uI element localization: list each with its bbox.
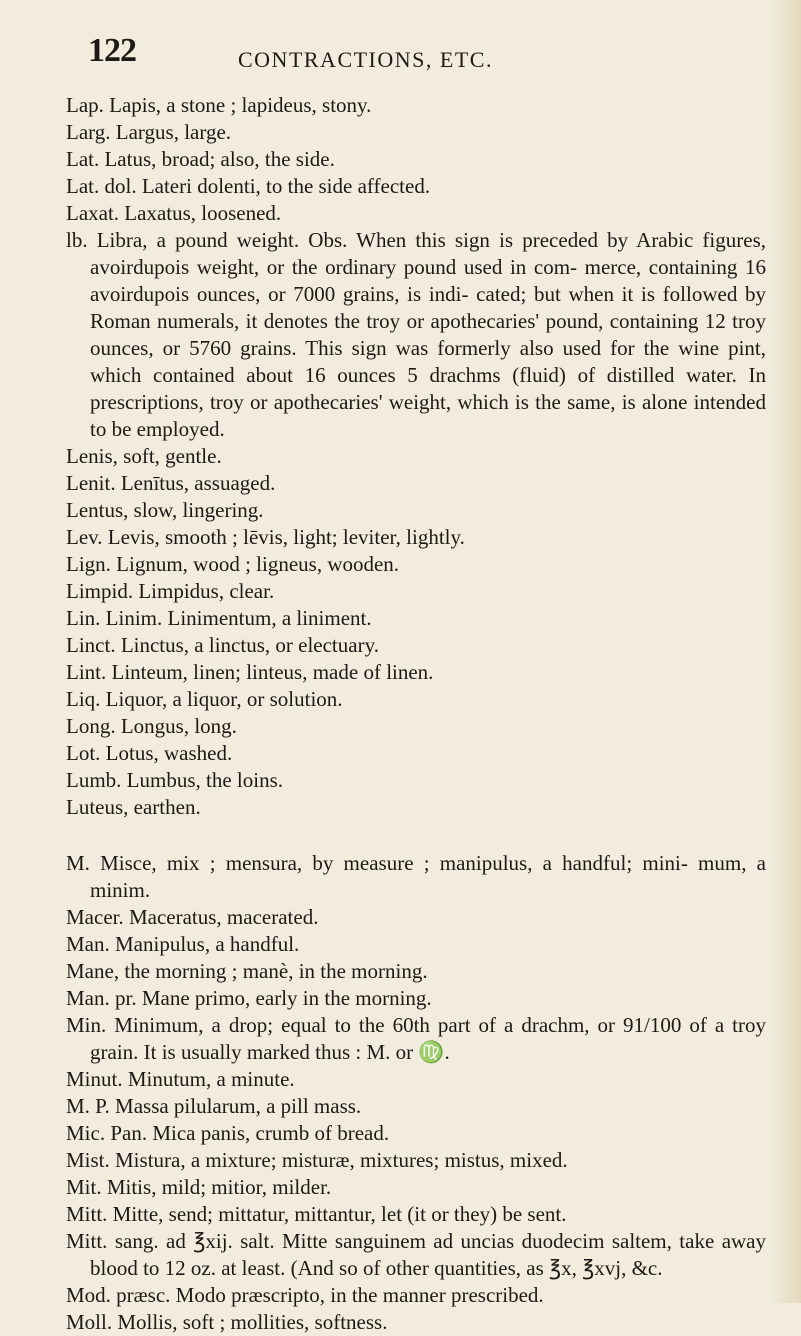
entry-minut: Minut. Minutum, a minute.	[66, 1067, 295, 1091]
entry-laxat: Laxat. Laxatus, loosened.	[66, 201, 282, 225]
page-header	[88, 32, 728, 82]
running-head: CONTRACTIONS, ETC.	[238, 47, 493, 72]
entry-luteus: Luteus, earthen.	[66, 795, 201, 819]
entry-lev: Lev. Levis, smooth ; lēvis, light; leviter, lightly.	[66, 525, 465, 549]
page-number: 122	[88, 32, 136, 69]
entry-mitt: Mitt. Mitte, send; mittatur, mittantur, let (it or they) be sent.	[66, 1202, 567, 1226]
entry-m-p: M. P. Massa pilularum, a pill mass.	[66, 1094, 362, 1118]
entry-mane: Mane, the morning ; manè, in the morning.	[66, 959, 428, 983]
entry-lint: Lint. Linteum, linen; linteus, made of linen.	[66, 660, 434, 684]
entry-min: Min. Minimum, a drop; equal to the 60th part of a drachm, or 91/100 of a troy grain. It is usually marked thus : M. or ♍.	[66, 1013, 766, 1064]
entry-lap: Lap. Lapis, a stone ; lapideus, stony.	[66, 93, 372, 117]
entry-liq: Liq. Liquor, a liquor, or solution.	[66, 687, 343, 711]
entry-long: Long. Longus, long.	[66, 714, 237, 738]
entry-lumb: Lumb. Lumbus, the loins.	[66, 768, 283, 792]
entry-lenit: Lenit. Lenītus, assuaged.	[66, 471, 276, 495]
entry-lenis: Lenis, soft, gentle.	[66, 444, 222, 468]
entry-mit: Mit. Mitis, mild; mitior, milder.	[66, 1175, 332, 1199]
entry-mic-pan: Mic. Pan. Mica panis, crumb of bread.	[66, 1121, 390, 1145]
entry-lentus: Lentus, slow, lingering.	[66, 498, 264, 522]
entry-lin: Lin. Linim. Linimentum, a liniment.	[66, 606, 372, 630]
entry-lat: Lat. Latus, broad; also, the side.	[66, 147, 335, 171]
entry-limpid: Limpid. Limpidus, clear.	[66, 579, 275, 603]
entry-man-pr: Man. pr. Mane primo, early in the morning.	[66, 986, 432, 1010]
entry-moll: Moll. Mollis, soft ; mollities, softness.	[66, 1310, 388, 1334]
entry-lign: Lign. Lignum, wood ; ligneus, wooden.	[66, 552, 400, 576]
entry-lat-dol: Lat. dol. Lateri dolenti, to the side affected.	[66, 174, 431, 198]
entry-list	[66, 92, 766, 1336]
entry-mod-praesc: Mod. præsc. Modo præscripto, in the manner prescribed.	[66, 1283, 544, 1307]
entry-macer: Macer. Maceratus, macerated.	[66, 905, 319, 929]
entry-man: Man. Manipulus, a handful.	[66, 932, 300, 956]
entry-mist: Mist. Mistura, a mixture; misturæ, mixtures; mistus, mixed.	[66, 1148, 568, 1172]
entry-lot: Lot. Lotus, washed.	[66, 741, 233, 765]
entry-m: M. Misce, mix ; mensura, by measure ; manipulus, a handful; mini- mum, a minim.	[66, 851, 766, 902]
entry-larg: Larg. Largus, large.	[66, 120, 232, 144]
entry-mitt-sang: Mitt. sang. ad ℥xij. salt. Mitte sanguinem ad uncias duodecim saltem, take away blood to 12 oz. at least. (And so of other quantities, as ℥x, ℥xvj, &c.	[66, 1229, 766, 1280]
entry-linct: Linct. Linctus, a linctus, or electuary.	[66, 633, 379, 657]
entry-lb: lb. Libra, a pound weight. Obs. When this sign is preceded by Arabic figures, avoirdupois weight, or the ordinary pound used in com- merce, containing 16 avoirdupois ounces, or 7000 grains, is indi- cated; but when it is followed by Roman numerals, it denotes the troy or apothecaries' pound, containing 12 troy ounces, or 5760 grains. This sign was formerly also used for the wine pint, which contained about 16 ounces 5 drachms (fluid) of distilled water. In prescriptions, troy or apothecaries' weight, which is the same, is alone intended to be employed.	[66, 228, 766, 441]
